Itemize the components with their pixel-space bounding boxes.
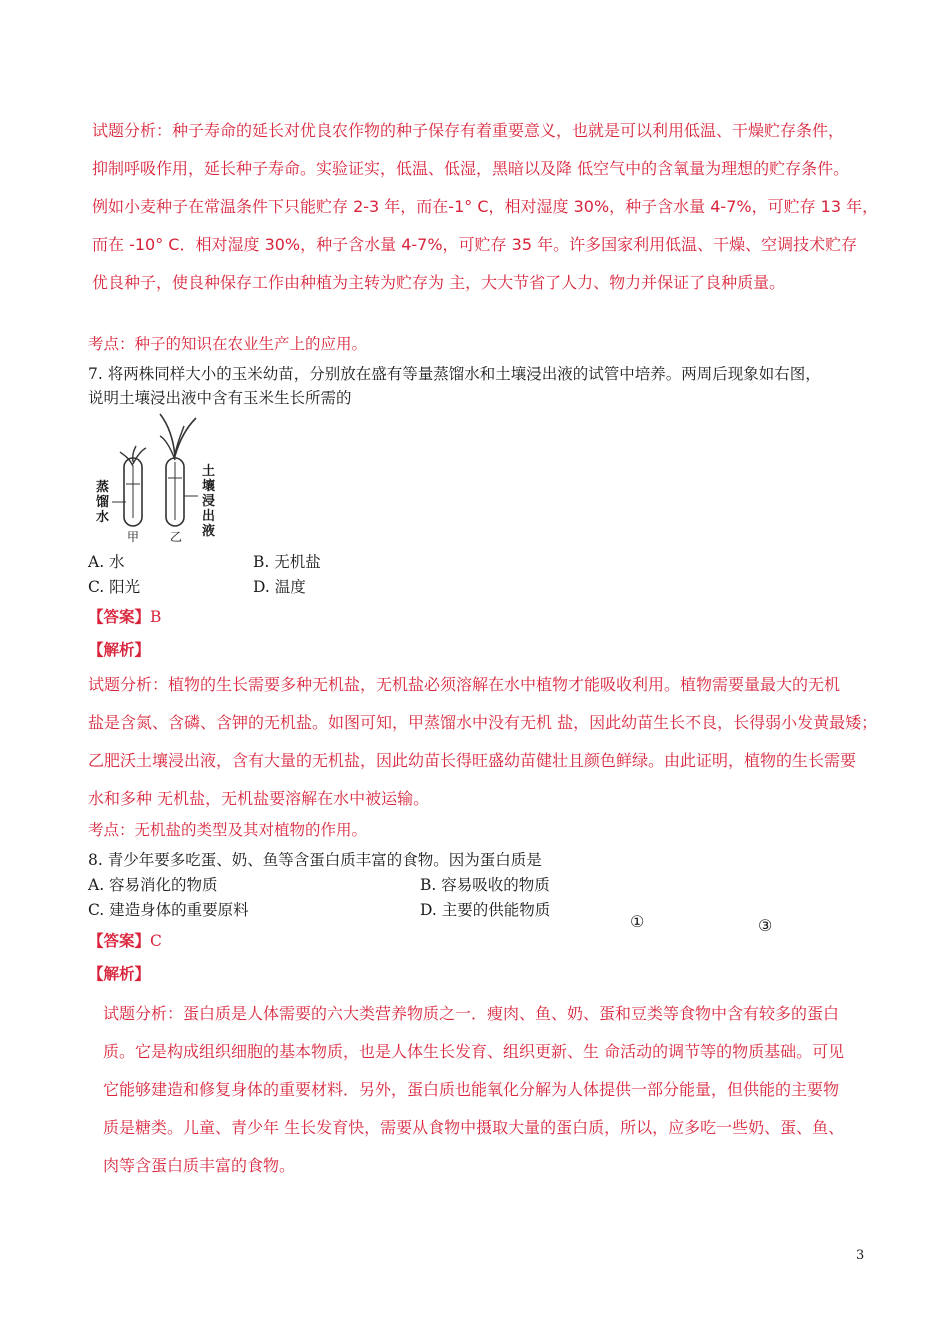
q7-analysis-line: 乙肥沃土壤浸出液，含有大量的无机盐，因此幼苗长得旺盛幼苗健壮且颜色鲜绿。由此证明，植物的生长需要 — [88, 751, 857, 770]
q7-option-a: A. 水 — [88, 553, 125, 571]
q8-analysis-label: 【解析】 — [88, 964, 151, 983]
q7-option-d: D. 温度 — [253, 578, 306, 596]
q8-analysis-line: 质。它是构成组织细胞的基本物质，也是人体生长发育、组织更新、生 命活动的调节等的物质基础。可见 — [103, 1042, 845, 1061]
q7-option-b: B. 无机盐 — [253, 553, 321, 571]
q7-fig-label-tube-b: 乙 — [170, 530, 183, 544]
q7-fig-label-tube-a: 甲 — [127, 530, 140, 544]
q8-option-c: C. 建造身体的重要原料 — [88, 901, 249, 919]
q8-mark-3: ③ — [758, 916, 773, 935]
q7-fig-label-distilled-water: 蒸馏水 — [96, 480, 110, 525]
q8-analysis-line: 试题分析：蛋白质是人体需要的六大类营养物质之一．瘦肉、鱼、奶、蛋和豆类等食物中含有较多的蛋白 — [103, 1004, 840, 1023]
q8-answer — [88, 929, 162, 951]
q8-option-d: D. 主要的供能物质 — [420, 901, 551, 919]
q7-analysis-line: 水和多种 无机盐，无机盐要溶解在水中被运输。 — [88, 789, 430, 808]
q7-analysis-line: 试题分析：植物的生长需要多种无机盐，无机盐必须溶解在水中植物才能吸收利用。植物需要量最大的无机 — [88, 675, 841, 694]
q8-analysis-line: 质是糖类。儿童、青少年 生长发育快，需要从食物中摄取大量的蛋白质，所以，应多吃一些奶、蛋、鱼、 — [103, 1118, 845, 1137]
q8-answer-label: 【答案】 — [88, 931, 151, 950]
q8-option-b: B. 容易吸收的物质 — [420, 876, 550, 894]
q6-analysis — [92, 118, 892, 298]
q6-analysis-line: 试题分析：种子寿命的延长对优良农作物的种子保存有着重要意义，也就是可以利用低温、干燥贮存条件， — [92, 121, 845, 140]
q7-answer — [88, 605, 161, 627]
q8-option-a: A. 容易消化的物质 — [88, 876, 218, 894]
q8-stem: 8. 青少年要多吃蛋、奶、鱼等含蛋白质丰富的食物。因为蛋白质是 — [88, 851, 542, 869]
q6-analysis-line: 抑制呼吸作用，延长种子寿命。实验证实，低温、低湿，黑暗以及降 低空气中的含氧量为理想的贮存条件。 — [92, 159, 850, 178]
q7-answer-value: B — [150, 608, 162, 626]
q6-kaodian: 考点：种子的知识在农业生产上的应用。 — [88, 335, 368, 353]
q7-stem-line1: 7. 将两株同样大小的玉米幼苗，分别放在盛有等量蒸馏水和土壤浸出液的试管中培养。两周后现象如右图， — [88, 365, 821, 383]
q6-analysis-line: 优良种子，使良种保存工作由种植为主转为贮存为 主，大大节省了人力、物力并保证了良种质量。 — [92, 273, 786, 292]
q7-analysis-line: 盐是含氮、含磷、含钾的无机盐。如图可知，甲蒸馏水中没有无机 盐，因此幼苗生长不良，长得弱小发黄最矮； — [88, 713, 878, 732]
q8-analysis-line: 它能够建造和修复身体的重要材料．另外，蛋白质也能氧化分解为人体提供一部分能量，但供能的主要物 — [103, 1080, 840, 1099]
q7-kaodian: 考点：无机盐的类型及其对植物的作用。 — [88, 821, 368, 839]
q6-analysis-line: 例如小麦种子在常温条件下只能贮存 2-3 年，而在-1° C，相对湿度 30%，种子含水量 4-7%，可贮存 13 年， — [92, 197, 879, 216]
q8-answer-value: C — [150, 932, 162, 950]
q7-fig-label-soil-extract: 土壤浸出液 — [202, 464, 216, 539]
page-number: 3 — [856, 1248, 865, 1263]
q6-analysis-line: 而在 -10° C．相对湿度 30%，种子含水量 4-7%，可贮存 35 年。许多国家利用低温、干燥、空调技术贮存 — [92, 235, 858, 254]
q8-mark-1: ① — [630, 912, 645, 931]
q7-analysis — [88, 672, 888, 812]
q7-stem-line2: 说明土壤浸出液中含有玉米生长所需的 — [88, 389, 352, 407]
q7-analysis-label: 【解析】 — [88, 640, 151, 659]
q7-answer-label: 【答案】 — [88, 607, 151, 626]
q7-option-c: C. 阳光 — [88, 578, 141, 596]
q8-analysis — [103, 1001, 893, 1181]
q8-analysis-line: 肉等含蛋白质丰富的食物。 — [103, 1156, 296, 1175]
